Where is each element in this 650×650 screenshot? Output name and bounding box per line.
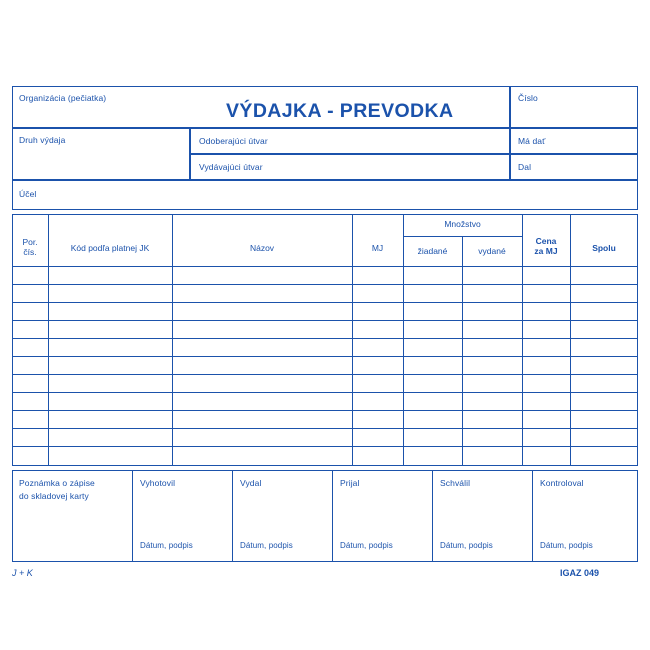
table-row [12, 284, 638, 285]
footer-sep-1 [132, 470, 133, 562]
footer-signature-sub-prijal: Dátum, podpis [340, 541, 393, 550]
footer-poznamka-line2: do skladovej karty [19, 491, 89, 501]
col-header-cena-line1: Cena [535, 236, 557, 247]
table-row [12, 392, 638, 393]
label-dal: Dal [518, 162, 532, 172]
label-cislo: Číslo [518, 93, 538, 103]
page-title: VÝDAJKA - PREVODKA [226, 100, 454, 122]
table-row [12, 446, 638, 447]
col-header-spolu: Spolu [592, 243, 616, 254]
imprint-left: J + K [12, 568, 33, 578]
table-row [12, 302, 638, 303]
col-header-por-cis [12, 232, 48, 264]
footer-poznamka-line1: Poznámka o zápise [19, 478, 95, 488]
footer-signature-sub-kontroloval: Dátum, podpis [540, 541, 593, 550]
footer-sep-4 [432, 470, 433, 562]
col-header-vydane: vydané [478, 246, 506, 257]
col-header-kod: Kód podľa platnej JK [70, 243, 150, 254]
footer-signature-sub-vyhotovil: Dátum, podpis [140, 541, 193, 550]
label-ucel: Účel [19, 189, 37, 199]
footer-signature-sub-vydal: Dátum, podpis [240, 541, 293, 550]
imprint-right: IGAZ 049 [560, 568, 600, 578]
label-druh-vydaja: Druh výdaja [19, 135, 66, 145]
table-row [12, 428, 638, 429]
header-ucel-box [12, 180, 638, 210]
table-row [12, 410, 638, 411]
footer-sep-3 [332, 470, 333, 562]
table-row [12, 356, 638, 357]
footer-sep-2 [232, 470, 233, 562]
footer-signature-title-kontroloval: Kontroloval [540, 478, 584, 488]
col-header-por-cis-line2: čís. [23, 247, 37, 257]
col-header-ziadane: žiadané [417, 246, 448, 257]
table-row [12, 320, 638, 321]
col-header-mj: MJ [371, 243, 384, 254]
col-header-nazov: Názov [249, 243, 275, 254]
col-sep-ziadane [462, 236, 463, 466]
footer-signature-title-vyhotovil: Vyhotovil [140, 478, 176, 488]
footer-signature-title-schvalil: Schválil [440, 478, 471, 488]
col-header-cena-za-mj [522, 230, 570, 264]
col-header-mnozstvo: Množstvo [444, 219, 481, 230]
footer-signature-title-vydal: Vydal [240, 478, 262, 488]
label-odoberajuci-utvar: Odoberajúci útvar [199, 136, 268, 146]
table-header-bottom-line [12, 266, 638, 267]
label-organizacia: Organizácia (pečiatka) [19, 93, 107, 103]
footer-signature-title-prijal: Prijal [340, 478, 360, 488]
table-row [12, 374, 638, 375]
footer-signature-sub-schvalil: Dátum, podpis [440, 541, 493, 550]
label-vydavajuci-utvar: Vydávajúci útvar [199, 162, 263, 172]
label-ma-dat: Má dať [518, 136, 546, 146]
col-header-por-cis-line1: Por. [22, 237, 38, 248]
footer-sep-5 [532, 470, 533, 562]
table-row [12, 338, 638, 339]
col-header-cena-line2: za MJ [534, 246, 558, 256]
